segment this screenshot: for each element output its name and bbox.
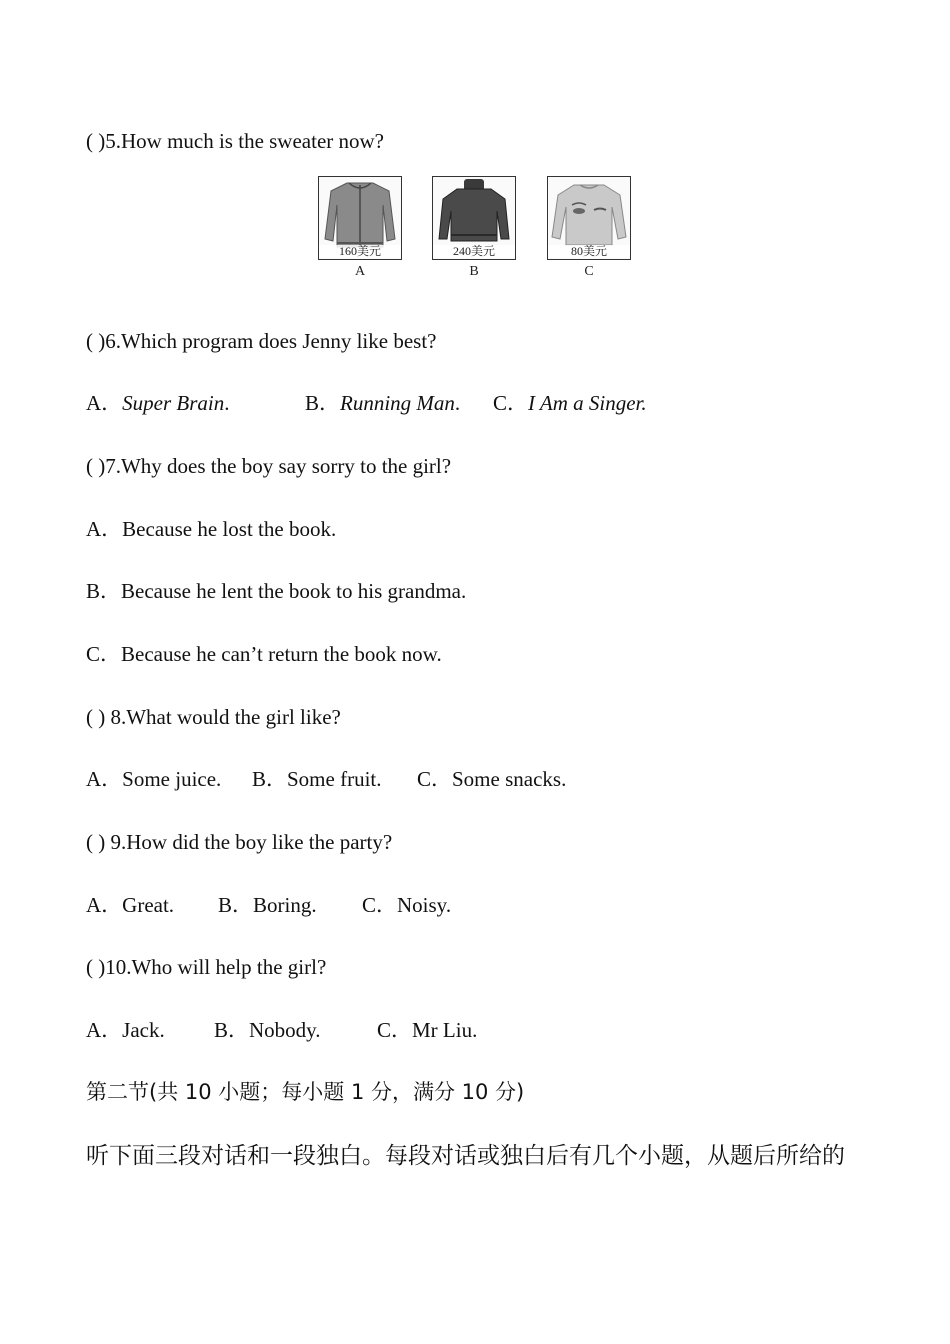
option-letter: A (354, 264, 366, 279)
option-letter: C (584, 264, 594, 279)
option-letter: C． (493, 391, 529, 415)
option-c: C．Some snacks. (417, 767, 567, 791)
option-end: . (224, 391, 230, 415)
option-a: A．Because he lost the book. (86, 517, 337, 541)
option-a (86, 390, 230, 416)
sweater-images (318, 176, 638, 288)
pullover-image (547, 176, 631, 260)
option-end: . (454, 391, 461, 415)
option-c: C．Noisy. (362, 893, 452, 917)
option-b: B．Because he lent the book to his grandma. (86, 579, 467, 603)
option-b: B．Boring. (218, 893, 317, 917)
option-letter: B． (305, 391, 341, 415)
question-10: ( )10.Who will help the girl? (86, 955, 327, 979)
option-b: B．Some fruit. (252, 767, 382, 791)
option-a: A．Great. (86, 893, 175, 917)
turtleneck-image (432, 176, 516, 260)
question-7: ( )7.Why does the boy say sorry to the girl? (86, 454, 452, 478)
cardigan-image (318, 176, 402, 260)
question-9: ( ) 9.How did the boy like the party? (86, 830, 393, 854)
option-text: Super Brain (122, 391, 225, 415)
sweater-option-c (547, 176, 631, 280)
option-c: C．Mr Liu. (377, 1018, 478, 1042)
price-label: 80美元 (548, 245, 630, 258)
option-c (493, 390, 647, 416)
option-letter: B (469, 264, 479, 279)
option-b: B．Nobody. (214, 1018, 321, 1042)
section-2-instruction: 听下面三段对话和一段独白。每段对话或独白后有几个小题，从题后所给的 (86, 1143, 845, 1169)
option-text: I Am a Singer. (528, 391, 647, 415)
price-label: 240美元 (433, 245, 515, 258)
sweater-option-b (432, 176, 516, 280)
sweater-option-a (318, 176, 402, 280)
option-text: Running Man (340, 391, 455, 415)
option-a: A．Jack. (86, 1018, 165, 1042)
option-c: C．Because he can’t return the book now. (86, 642, 442, 666)
question-8: ( ) 8.What would the girl like? (86, 705, 341, 729)
section-2-heading: 第二节(共 10 小题；每小题 1 分，满分 10 分) (86, 1080, 525, 1104)
option-b (305, 390, 460, 416)
price-label: 160美元 (319, 245, 401, 258)
option-letter: A． (86, 391, 123, 415)
option-a: A．Some juice. (86, 767, 222, 791)
question-6: ( )6.Which program does Jenny like best? (86, 329, 437, 353)
question-5: ( )5.How much is the sweater now? (86, 129, 384, 153)
